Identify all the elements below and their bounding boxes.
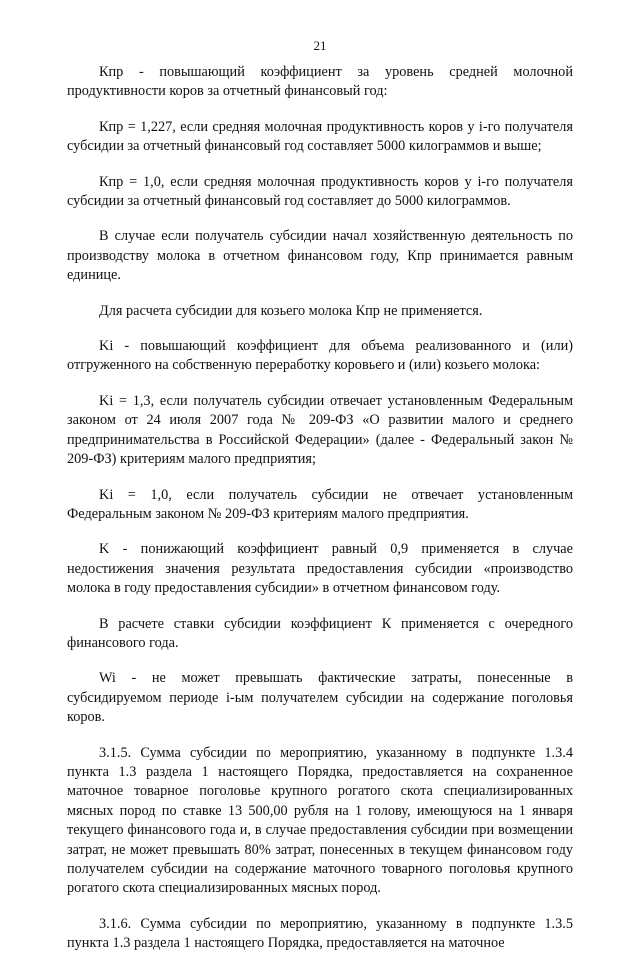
paragraph-ki-definition: Ki - повышающий коэффициент для объема реализованного и (или) отгруженного на собственную переработку коровьего и (или) козьего молока: [67, 338, 573, 374]
paragraph-kpr-goat-milk: Для расчета субсидии для козьего молока Кпр не применяется. [99, 302, 483, 319]
paragraph-ki-13: Ki = 1,3, если получатель субсидии отвечает установленным Федеральным законом от 24 июля 2007 года № 209-ФЗ «О развитии малого и среднего предпринимательства в Российской Федерации» (далее - Федеральный закон № 209-ФЗ) критериям малого предприятия; [67, 392, 573, 468]
paragraph-wi-limit: Wi - не может превышать фактические затраты, понесенные в субсидируемом периоде i-ым получателем субсидии на содержание поголовья коров. [67, 670, 573, 726]
paragraph-kpr-new-producer: В случае если получатель субсидии начал хозяйственную деятельность по производству молока в отчетном финансовом году, Кпр принимается равным единице. [67, 228, 573, 284]
document-body [67, 63, 573, 954]
page-number: 21 [313, 38, 327, 53]
paragraph-kpr-10: Кпр = 1,0, если средняя молочная продуктивность коров у i-го получателя субсидии за отчетный финансовый год составляет до 5000 килограммов. [67, 173, 573, 210]
paragraph-kpr-1227: Кпр = 1,227, если средняя молочная продуктивность коров у i-го получателя субсидии за отчетный финансовый год составляет 5000 килограммов и выше; [67, 118, 573, 155]
paragraph-k-definition: K - понижающий коэффициент равный 0,9 применяется в случае недостижения значения результата предоставления субсидии «производство молока в году предоставления субсидии» в отчетном финансовом году. [67, 541, 573, 597]
paragraph-kpr-definition: Кпр - повышающий коэффициент за уровень средней молочной продуктивности коров за отчетный финансовый год: [67, 64, 573, 100]
paragraph-3-1-6: 3.1.6. Сумма субсидии по мероприятию, указанному в подпункте 1.3.5 пункта 1.3 раздела 1 настоящего Порядка, предоставляется на маточное [67, 915, 573, 952]
paragraph-ki-10: Ki = 1,0, если получатель субсидии не отвечает установленным Федеральным законом № 209-ФЗ критериям малого предприятия. [67, 486, 573, 522]
paragraph-k-application: В расчете ставки субсидии коэффициент К применяется с очередного финансового года. [67, 615, 573, 651]
paragraph-3-1-5: 3.1.5. Сумма субсидии по мероприятию, указанному в подпункте 1.3.4 пункта 1.3 раздела 1 настоящего Порядка, предоставляется на сохраненное маточное товарное поголовье крупного рогатого скота специализированных мясных пород по ставке 13 500,00 рубля на 1 голову, имеющуюся на 1 января текущего финансового года и, в случае предоставления субсидии при возмещении затрат, не может превышать 80% затрат, понесенных в текущем финансовом году получателем субсидии на содержание маточного товарного поголовья крупного рогатого скота специализированных мясных пород. [67, 744, 573, 897]
